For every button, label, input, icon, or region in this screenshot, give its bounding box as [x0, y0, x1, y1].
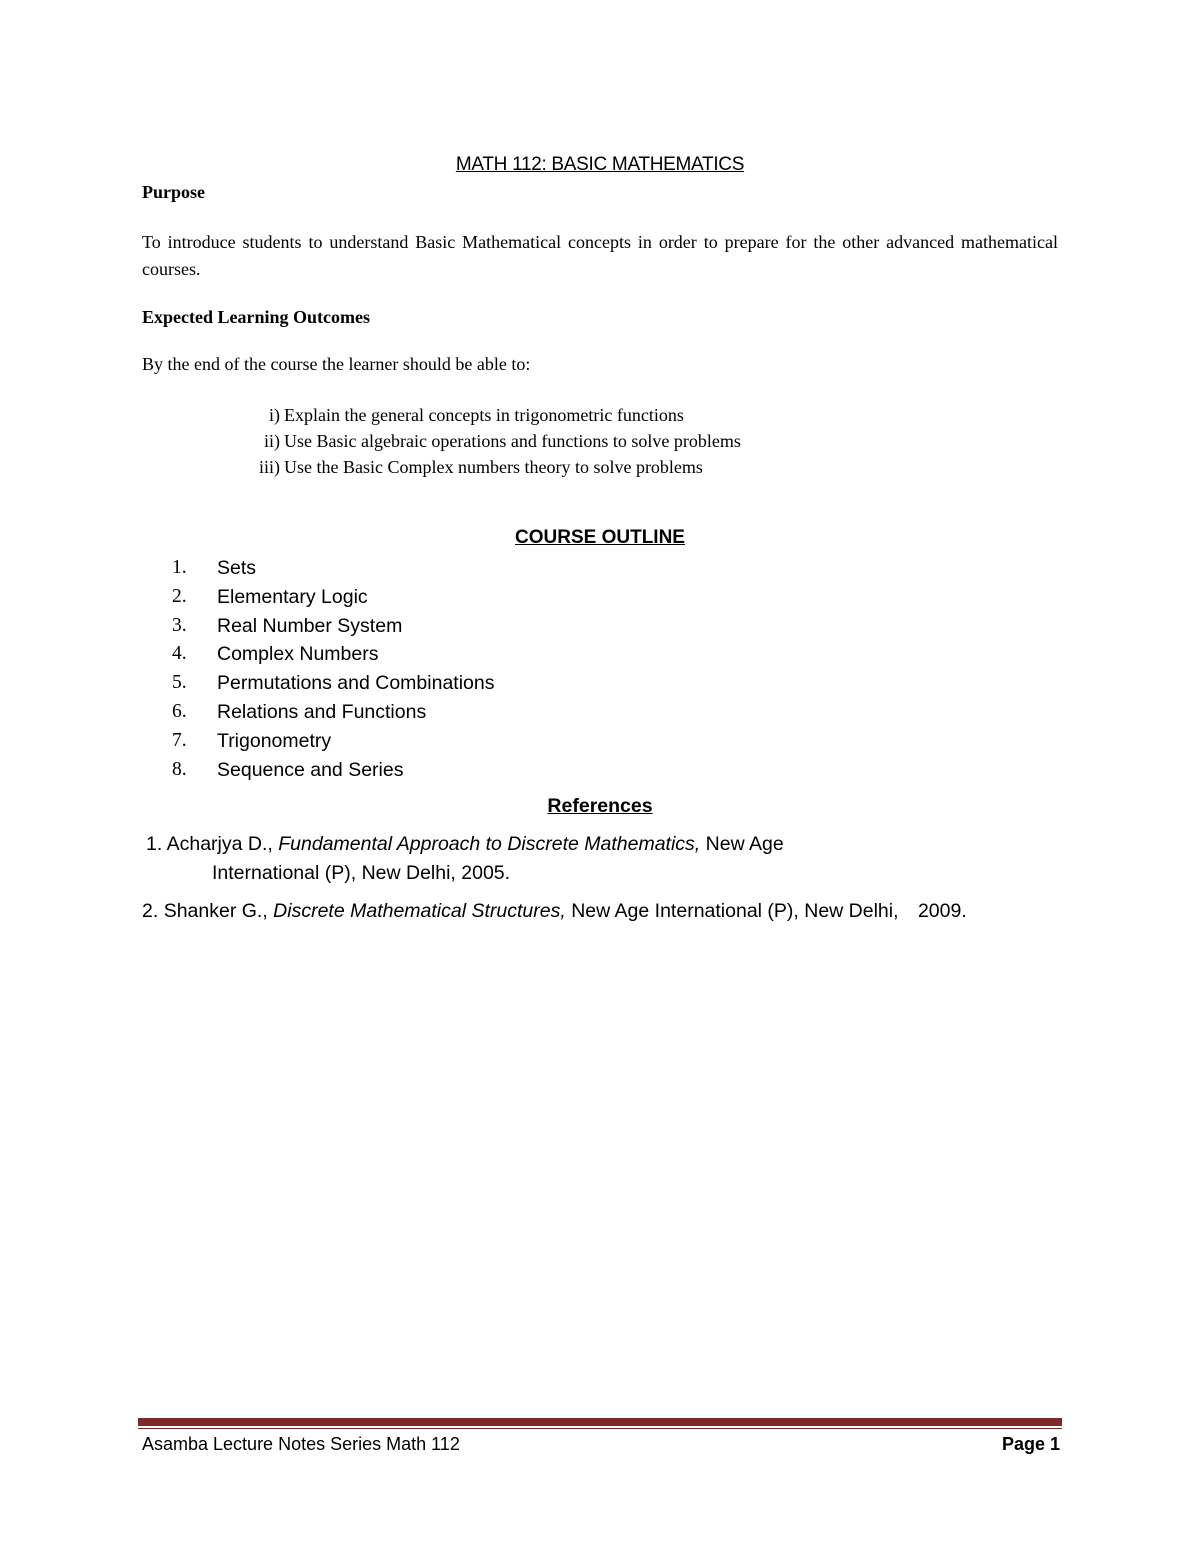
- outcome-text: Use the Basic Complex numbers theory to solve problems: [284, 457, 703, 477]
- outline-text: Permutations and Combinations: [217, 672, 495, 695]
- reference-title: Discrete Mathematical Structures,: [273, 900, 566, 922]
- reference-author: Shanker G.,: [163, 900, 268, 922]
- page-number: Page 1: [1001, 1434, 1060, 1454]
- outcome-number: ii): [264, 431, 280, 451]
- page-title: MATH 112: BASIC MATHEMATICS: [455, 154, 745, 175]
- reference-1-continued: [212, 862, 510, 885]
- footer-divider-thin: [138, 1428, 1062, 1429]
- outcome-number: i): [269, 405, 280, 425]
- outline-item: [172, 640, 495, 669]
- purpose-heading: Purpose: [142, 182, 205, 202]
- reference-publisher: New Age International (P), New Delhi,: [571, 900, 899, 922]
- outline-item: [172, 554, 495, 583]
- reference-2: [142, 900, 967, 923]
- outline-item: [172, 698, 495, 727]
- outline-number: 7.: [172, 729, 187, 751]
- reference-year: 2009.: [917, 900, 967, 922]
- outline-number: 3.: [172, 614, 187, 636]
- references-heading: References: [547, 795, 653, 817]
- purpose-text: To introduce students to understand Basic Mathematical concepts in order to prepare for the other advanced mathematical courses.: [142, 232, 1058, 279]
- outline-number: 4.: [172, 643, 187, 665]
- outcome-text: Explain the general concepts in trigonometric functions: [284, 405, 684, 425]
- reference-number: 1.: [146, 833, 163, 855]
- outcome-text: Use Basic algebraic operations and functions to solve problems: [284, 431, 741, 451]
- outline-text: Complex Numbers: [217, 643, 379, 666]
- reference-author: Acharjya D.,: [166, 833, 273, 855]
- outline-text: Sequence and Series: [217, 758, 404, 781]
- outline-item: [172, 727, 495, 756]
- reference-number: 2.: [142, 900, 159, 922]
- outline-item: [172, 612, 495, 641]
- outline-item: [172, 669, 495, 698]
- outline-text: Relations and Functions: [217, 700, 427, 723]
- outcome-item: [236, 454, 741, 480]
- outcomes-list: [236, 402, 741, 480]
- reference-publisher: International (P), New Delhi, 2005.: [212, 862, 511, 884]
- outline-number: 8.: [172, 758, 187, 780]
- outline-number: 6.: [172, 700, 187, 722]
- outline-text: Sets: [217, 557, 257, 579]
- outline-number: 5.: [172, 672, 187, 694]
- course-outline-list: [172, 554, 495, 784]
- footer-divider: [138, 1418, 1062, 1426]
- outline-item: [172, 756, 495, 785]
- reference-1: [146, 833, 784, 856]
- outline-number: 2.: [172, 585, 187, 607]
- outcomes-intro: By the end of the course the learner should be able to:: [142, 354, 531, 374]
- outline-number: 1.: [172, 557, 187, 578]
- course-outline-heading: COURSE OUTLINE: [515, 527, 685, 548]
- outline-text: Elementary Logic: [217, 585, 368, 608]
- outcome-number: iii): [259, 457, 280, 477]
- outline-text: Trigonometry: [217, 729, 332, 752]
- reference-title: Fundamental Approach to Discrete Mathematics,: [278, 833, 701, 855]
- outcome-item: [236, 428, 741, 454]
- outcome-item: [236, 402, 741, 428]
- outline-item: [172, 583, 495, 612]
- outcomes-heading: Expected Learning Outcomes: [142, 307, 370, 327]
- outline-text: Real Number System: [217, 614, 403, 637]
- reference-publisher: New Age: [705, 833, 784, 855]
- footer-series-title: Asamba Lecture Notes Series Math 112: [142, 1434, 460, 1454]
